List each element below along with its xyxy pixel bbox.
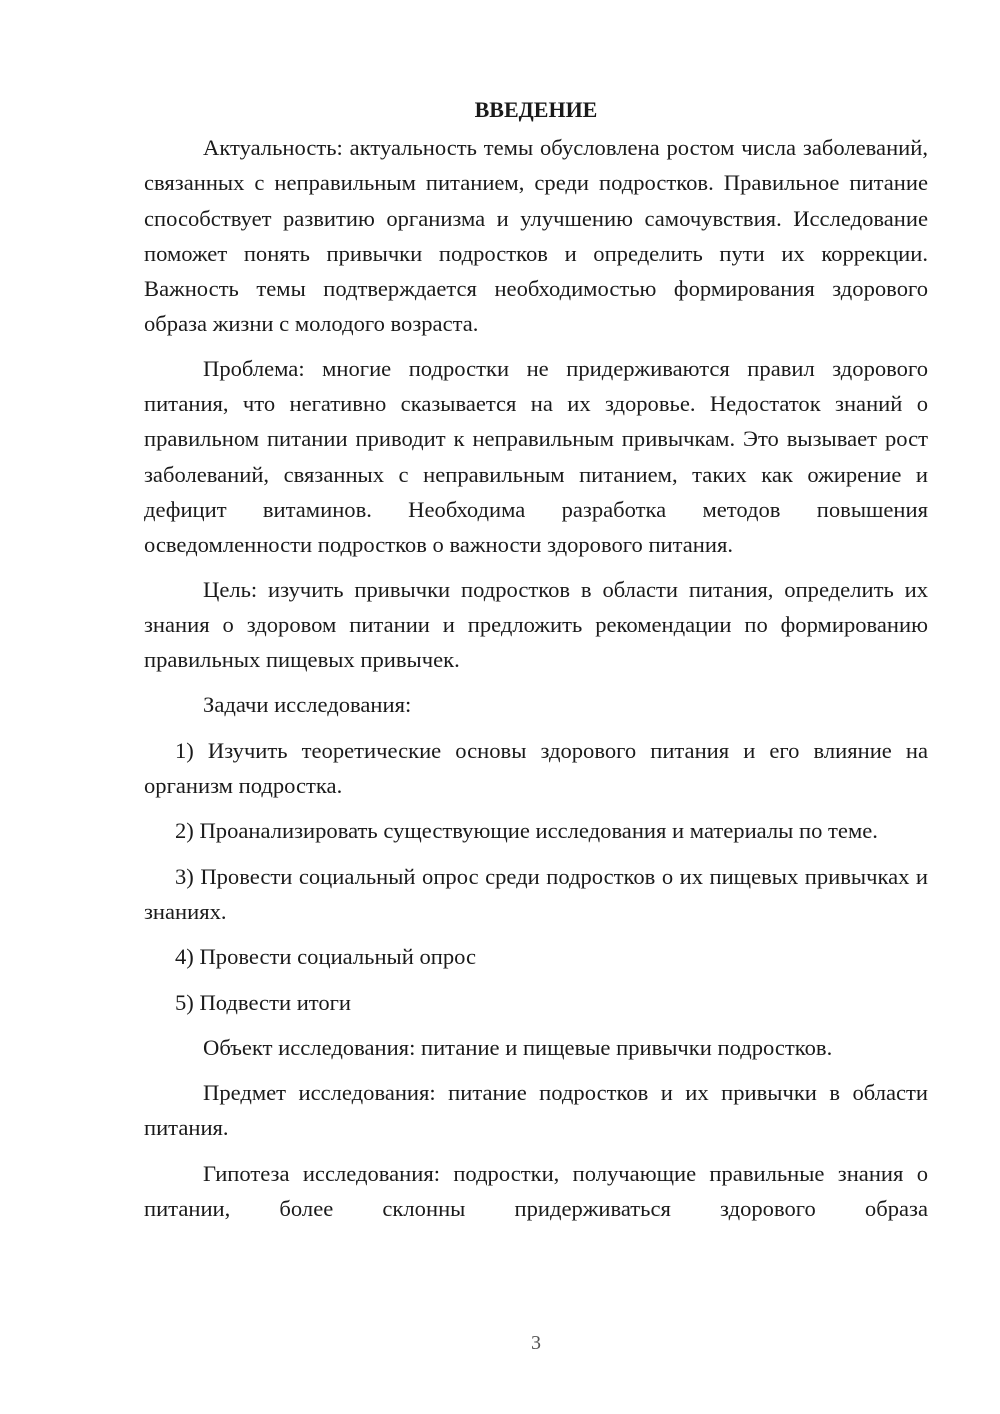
task-item-1: 1) Изучить теоретические основы здорового питания и его влияние на организм подростка.: [144, 737, 928, 799]
object-paragraph: Объект исследования: питание и пищевые привычки подростков.: [203, 1034, 833, 1060]
hypothesis-paragraph: Гипотеза исследования: подростки, получающие правильные знания о питании, более склонны придерживаться здорового образа: [144, 1160, 928, 1222]
relevance-paragraph: Актуальность: актуальность темы обусловлена ростом числа заболеваний, связанных с неправильным питанием, среди подростков. Правильное питание способствует развитию организма и улучшению самочувствия. Исследование поможет понять привычки подростков и определить пути их коррекции. Важность темы подтверждается необходимостью формирования здорового образа жизни с молодого возраста.: [144, 135, 928, 337]
task-item-2: 2) Проанализировать существующие исследования и материалы по теме.: [175, 818, 878, 844]
document-page: [144, 92, 928, 1226]
task-item-5: 5) Подвести итоги: [175, 989, 352, 1015]
task-item-3: 3) Провести социальный опрос среди подростков о их пищевых привычках и знаниях.: [144, 863, 928, 924]
page-number: 3: [531, 1332, 541, 1354]
goal-paragraph: Цель: изучить привычки подростков в области питания, определить их знания о здоровом питании и предложить рекомендации по формированию правильных пищевых привычек.: [144, 576, 928, 673]
subject-paragraph: Предмет исследования: питание подростков и их привычки в области питания.: [144, 1080, 928, 1141]
tasks-heading: Задачи исследования:: [203, 692, 412, 718]
task-item-4: 4) Провести социальный опрос: [175, 944, 477, 970]
problem-paragraph: Проблема: многие подростки не придерживаются правил здорового питания, что негативно сказывается на их здоровье. Недостаток знаний о правильном питании приводит к неправильным привычкам. Это вызывает рост заболеваний, связанных с неправильным питанием, таких как ожирение и дефицит витаминов. Необходима разработка методов повышения осведомленности подростков о важности здорового питания.: [144, 355, 928, 558]
section-title: ВВЕДЕНИЕ: [474, 97, 598, 122]
